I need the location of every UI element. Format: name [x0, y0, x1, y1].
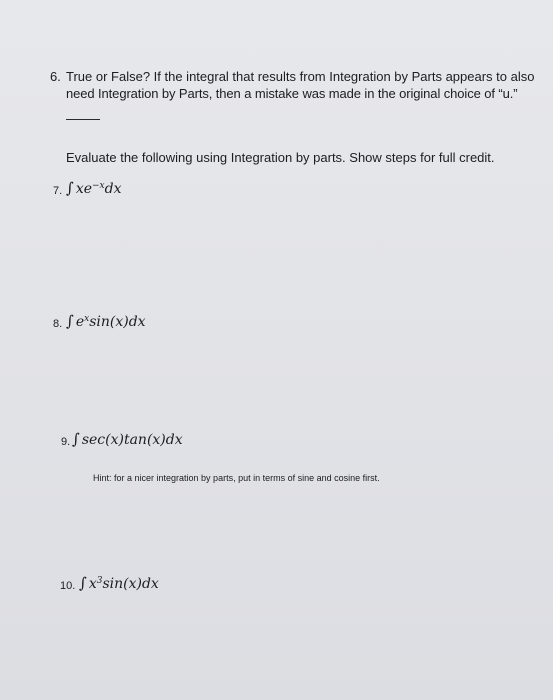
q9-integrand: sec(x)tan(x)dx [81, 432, 183, 448]
q10-rest: sin(x)dx [102, 576, 159, 592]
integral-sign: ∫ [66, 312, 74, 330]
question-6-text-line-2: need Integration by Parts, then a mistake was made in the original choice of “u.” [66, 86, 518, 101]
question-7-expression [66, 179, 122, 197]
question-8-number: 8. [53, 318, 63, 330]
q8-base: e [75, 314, 85, 330]
question-9-expression [72, 430, 183, 448]
question-6-number: 6. [50, 69, 61, 84]
integral-sign: ∫ [79, 574, 87, 592]
q8-exponent: x [84, 314, 90, 324]
q8-rest: sin(x)dx [89, 314, 146, 330]
q10-base: x [88, 576, 97, 592]
question-8-expression [66, 312, 146, 330]
q7-base: xe [75, 181, 93, 197]
instructions: Evaluate the following using Integration by parts. Show steps for full credit. [66, 150, 495, 165]
q7-exponent: −x [92, 181, 105, 191]
question-10-number: 10. [60, 580, 76, 592]
integral-sign: ∫ [72, 430, 80, 448]
question-10-expression [79, 574, 159, 592]
question-7-number: 7. [53, 185, 63, 197]
question-9-hint: Hint: for a nicer integration by parts, put in terms of sine and cosine first. [93, 473, 380, 483]
integral-sign: ∫ [66, 179, 74, 197]
answer-blank [66, 119, 100, 120]
question-6-text-line-1: True or False? If the integral that results from Integration by Parts appears to also [66, 69, 535, 84]
q10-exponent: 3 [96, 576, 103, 586]
q7-differential: dx [104, 181, 122, 197]
question-9-number: 9. [61, 436, 71, 448]
